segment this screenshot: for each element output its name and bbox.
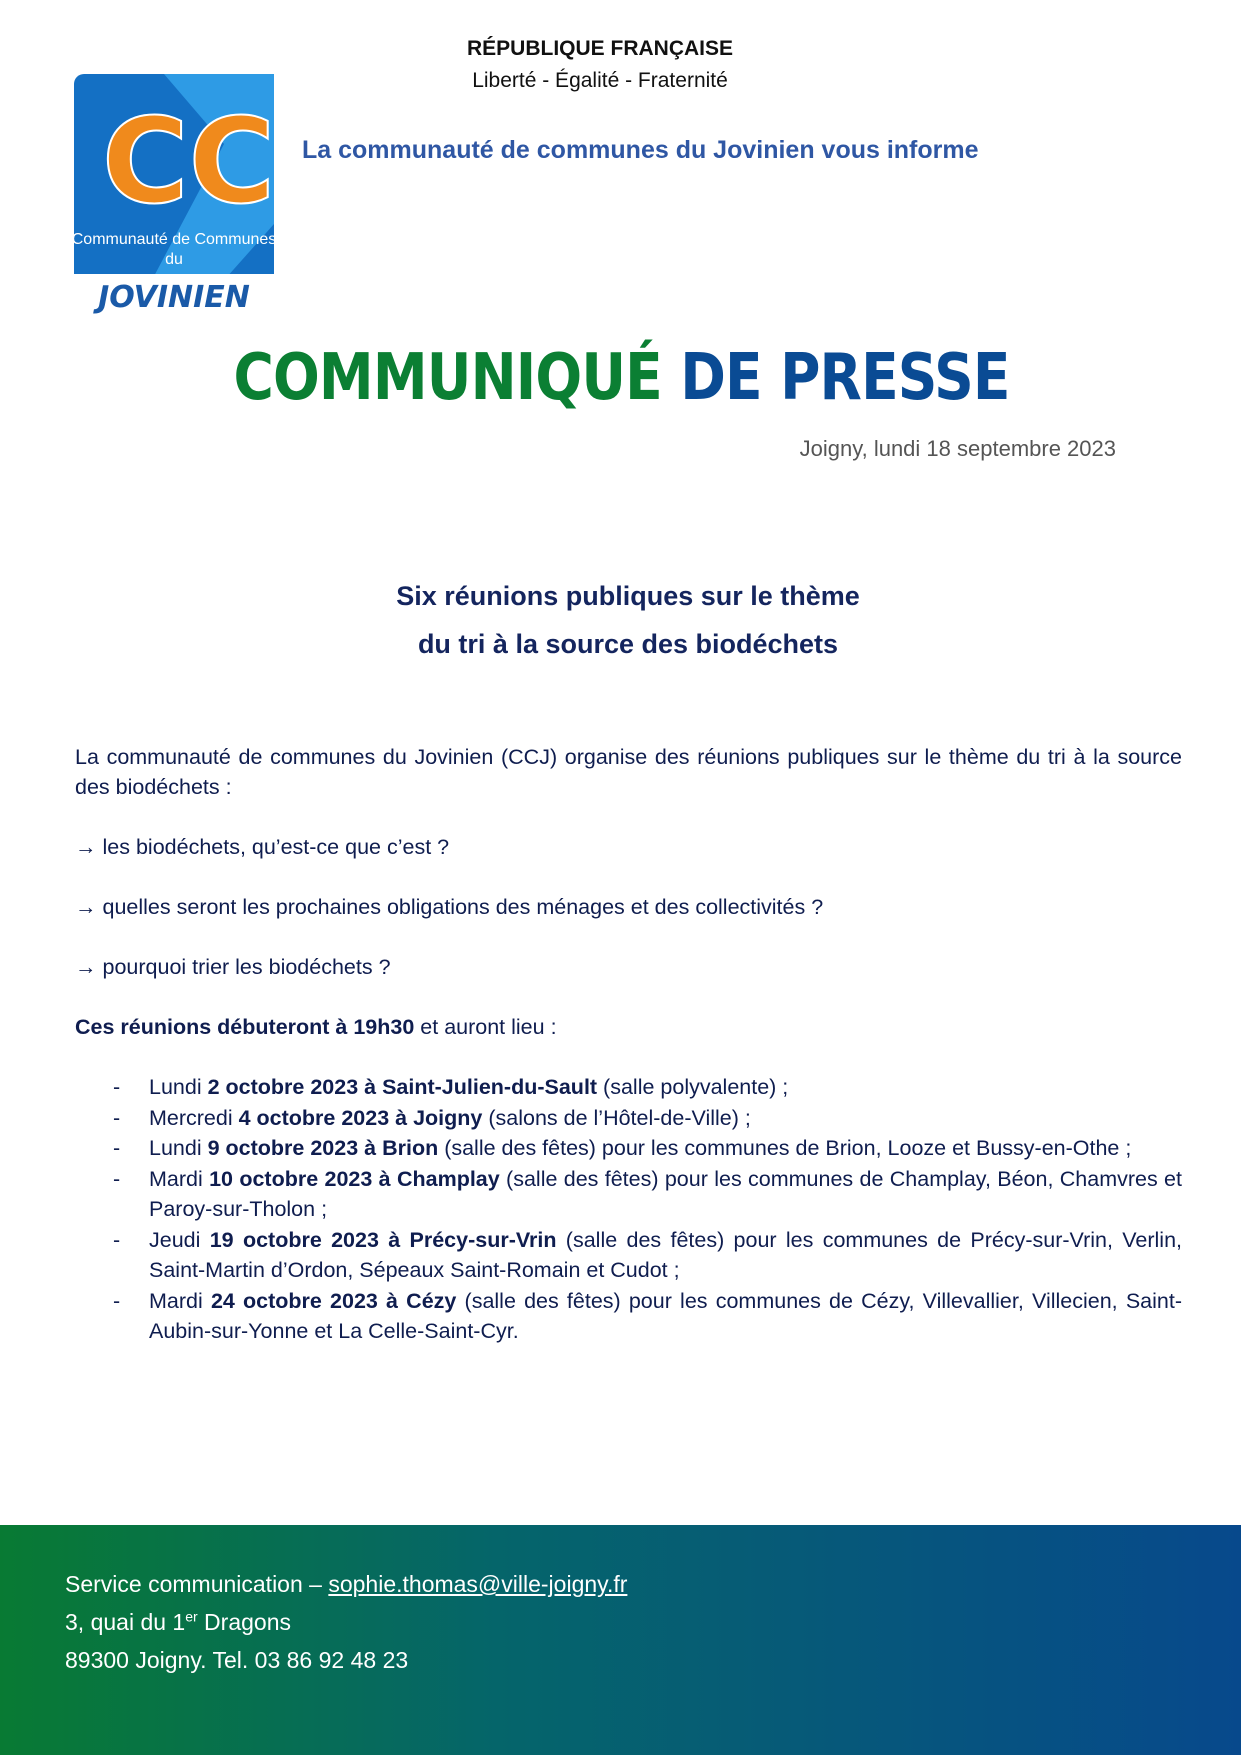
list-dash: - [113,1075,121,1099]
arrow-icon: → [75,895,97,919]
meeting-day: Mercredi [149,1105,239,1130]
meeting-day: Lundi [149,1136,208,1160]
logo-line3: JOVINIEN [98,280,250,314]
schedule-bold: Ces réunions débuteront à 19h30 [75,1015,415,1039]
schedule-sentence [75,1012,1182,1042]
logo-line2: du [165,251,183,268]
footer-address: 3, quai du 1er Dragons [65,1608,291,1635]
list-dash: - [113,1288,121,1313]
republic-title: RÉPUBLIQUE FRANÇAISE [466,37,734,60]
meeting-date-place: 9 octobre 2023 à Brion [207,1136,439,1160]
meeting-date-place: 10 octobre 2023 à Champlay [209,1166,500,1191]
press-title-part1: COMMUNIQUÉ [233,341,662,415]
footer-service: Service communication – [65,1571,329,1597]
list-dash: - [113,1105,121,1130]
contact-footer [0,1525,1241,1755]
press-body [75,742,1182,1347]
arrow-icon: → [75,955,97,979]
footer-email-link[interactable]: sophie.thomas@ville-joigny.fr [328,1571,628,1597]
meeting-details: (salons de l’Hôtel-de-Ville) ; [482,1105,751,1130]
intro-paragraph: La communauté de communes du Jovinien (CCJ) organise des réunions publiques sur le thème du tri à la source des biodéchets : [75,745,1182,799]
ccj-logo [74,74,274,314]
footer-city-phone: 89300 Joigny. Tel. 03 86 92 48 23 [65,1647,409,1673]
press-release-title [88,338,1155,418]
press-date: Joigny, lundi 18 septembre 2023 [799,436,1116,461]
subject-line2: du tri à la source des biodéchets [417,629,839,659]
question-text: les biodéchets, qu’est-ce que c’est ? [102,835,450,859]
question-item [75,952,1182,982]
meeting-item [75,1286,1182,1347]
footer-service-line [65,1565,627,1603]
meeting-item [75,1133,1182,1164]
meeting-day: Mardi [149,1288,211,1313]
question-item [75,832,1182,862]
list-dash: - [113,1227,121,1252]
press-title-part2: DE PRESSE [680,341,1010,415]
meeting-day: Lundi [149,1075,208,1099]
list-dash: - [113,1166,121,1191]
meeting-details: (salle des fêtes) pour les communes de Précy-sur-Vrin, Verlin, Saint-Martin d’Ordon, Sépeaux Saint-Romain et Cudot ; [149,1227,1183,1282]
header-tagline: La communauté de communes du Jovinien vous informe [302,136,979,164]
meeting-item [75,1164,1182,1225]
arrow-icon: → [75,835,97,859]
meeting-item [75,1225,1182,1286]
republic-motto: Liberté - Égalité - Fraternité [472,69,728,92]
list-dash: - [113,1136,121,1160]
question-text: pourquoi trier les biodéchets ? [102,955,391,979]
meeting-details: (salle des fêtes) pour les communes de Cézy, Villevallier, Villecien, Saint-Aubin-sur-Yonne et La Celle-Saint-Cyr. [149,1288,1182,1343]
schedule-rest: et auront lieu : [414,1015,557,1039]
logo-letters-orange: CC [102,92,274,230]
meetings-list [75,1072,1182,1347]
meeting-date-place: 2 octobre 2023 à Saint-Julien-du-Sault [207,1075,598,1099]
meeting-item [75,1072,1182,1103]
meeting-details: (salle des fêtes) pour les communes de Brion, Looze et Bussy-en-Othe ; [438,1136,1132,1160]
question-item [75,892,1182,922]
meeting-details: (salle des fêtes) pour les communes de Champlay, Béon, Chamvres et Paroy-sur-Tholon ; [149,1166,1182,1221]
logo-line1: Communauté de Communes [74,231,274,248]
meeting-date-place: 19 octobre 2023 à Précy-sur-Vrin [209,1227,557,1252]
meeting-date-place: 4 octobre 2023 à Joigny [238,1105,483,1130]
subject-line1: Six réunions publiques sur le thème [396,581,860,611]
meeting-day: Mardi [149,1166,210,1191]
press-subject [0,572,1241,668]
meeting-date-place: 24 octobre 2023 à Cézy [210,1288,457,1313]
footer-contact [65,1565,627,1679]
meeting-day: Jeudi [149,1227,210,1252]
question-text: quelles seront les prochaines obligations des ménages et des collectivités ? [102,895,824,919]
meeting-item [75,1103,1182,1134]
meeting-details: (salle polyvalente) ; [597,1075,789,1099]
